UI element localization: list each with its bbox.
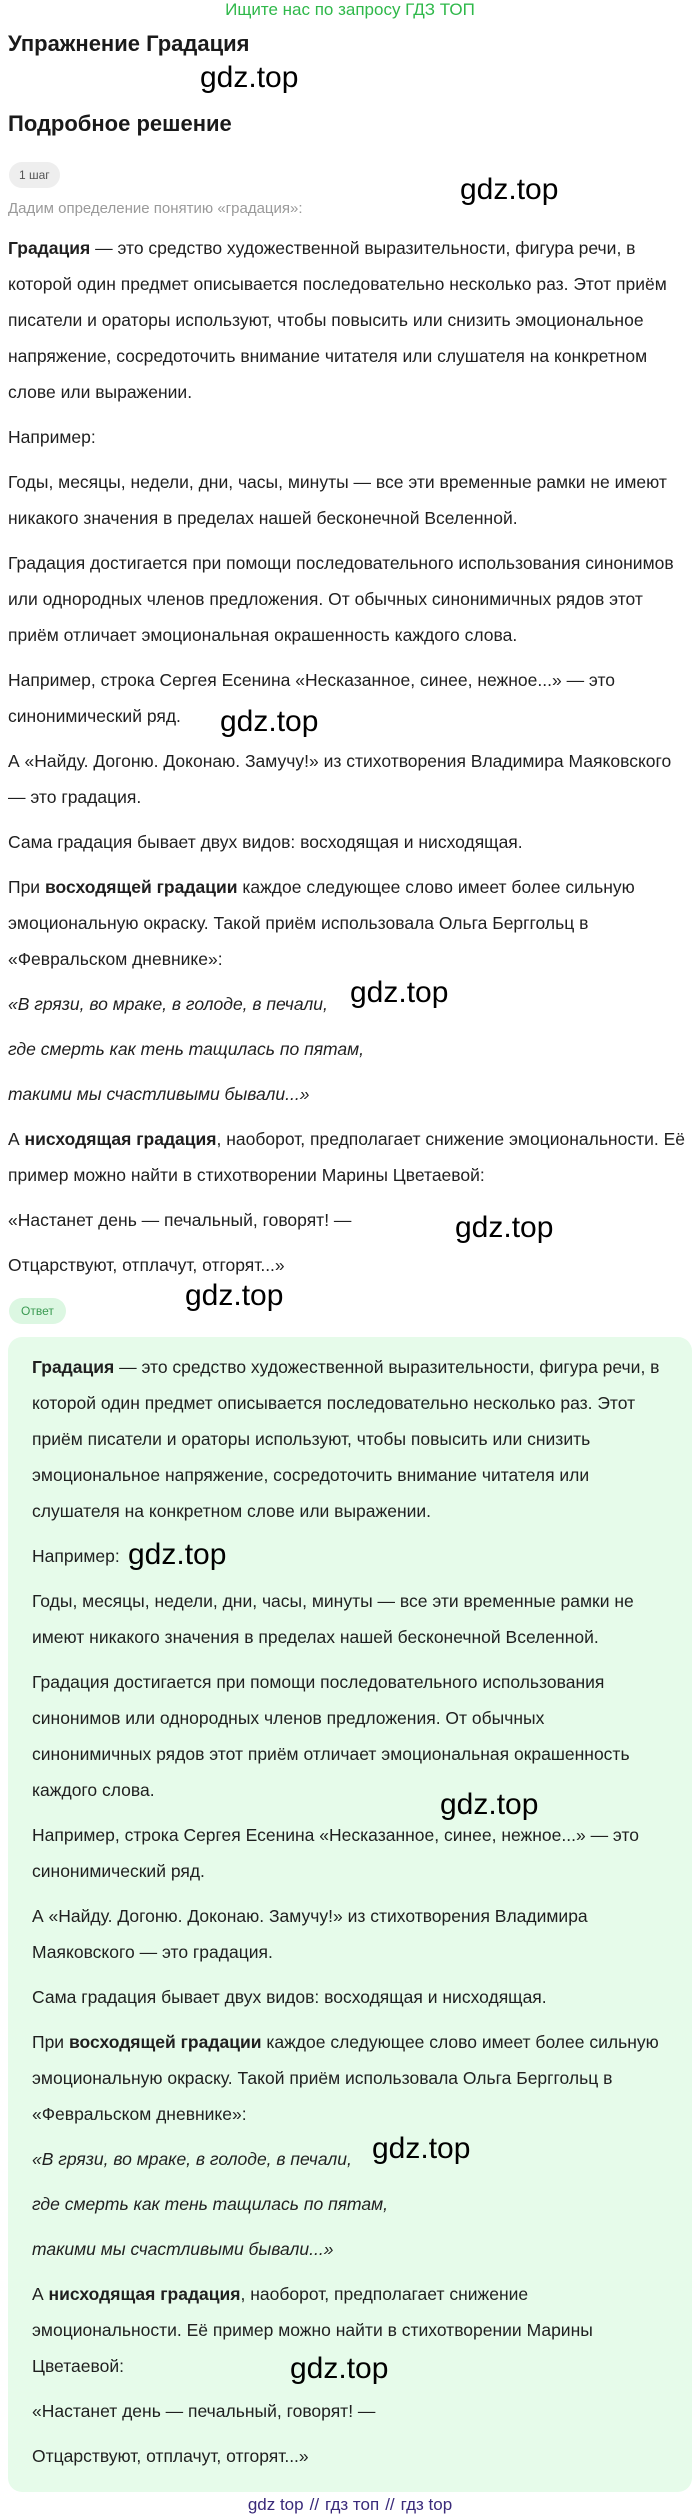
poem-line: «Настанет день — печальный, говорят! —: [8, 1210, 352, 1230]
paragraph-text: При: [32, 2032, 69, 2052]
answer-paragraph: Например, строка Сергея Есенина «Несказанное, синее, нежное...» — это синонимический ряд.: [32, 1825, 640, 1881]
paragraph-text: — это средство художественной выразительности, фигура речи, в которой один предмет описывается последовательно несколько раз. Этот приём писатели и ораторы используют, чтобы повысить или снизить эмоциональное напряжение, сосредоточить внимание читателя или слушателя на конкретном слове или выражении.: [32, 1357, 660, 1521]
paragraph-text: , наоборот, предполагает снижение эмоциональности. Её пример можно найти в стихотворении Марины Цветаевой:: [8, 1129, 685, 1185]
solution-paragraph: [8, 1121, 688, 1193]
solution-paragraph: [8, 869, 688, 977]
answer-body: [32, 1349, 668, 2483]
poem-line: «В грязи, во мраке, в голоде, в печали,: [32, 2149, 352, 2169]
watermark: gdz.top: [185, 1279, 284, 1312]
term-bold: восходящей градации: [68, 2032, 262, 2052]
poem-line: Отцарствуют, отплачут, отгорят...»: [8, 1255, 285, 1275]
watermark: gdz.top: [455, 1211, 554, 1244]
paragraph-text: , наоборот, предполагает снижение эмоциональности. Её пример можно найти в стихотворении Марины Цветаевой:: [32, 2284, 593, 2376]
paragraph-text: каждое следующее слово имеет более сильную эмоциональную окраску. Такой приём использовала Ольга Берггольц в «Февральском дневнике»:: [8, 877, 635, 969]
paragraph-text: А: [32, 2284, 49, 2304]
search-hint-banner: Ищите нас по запросу ГДЗ ТОП: [225, 0, 475, 19]
step-badge: 1 шаг: [9, 162, 60, 188]
poem-line: где смерть как тень тащилась по пятам,: [32, 2194, 389, 2214]
section-subtitle: Подробное решение: [8, 111, 232, 136]
footer-links: [0, 2492, 700, 2517]
watermark: gdz.top: [460, 173, 559, 206]
answer-badge: Ответ: [9, 1298, 66, 1324]
poem-line: «В грязи, во мраке, в голоде, в печали,: [8, 994, 328, 1014]
watermark: gdz.top: [372, 2132, 471, 2165]
poem-line: «Настанет день — печальный, говорят! —: [32, 2401, 376, 2421]
paragraph-text: А: [8, 1129, 25, 1149]
solution-paragraph: Сама градация бывает двух видов: восходящая и нисходящая.: [8, 832, 523, 852]
poem-line: такими мы счастливыми бывали...»: [8, 1084, 310, 1104]
paragraph-text: При: [8, 877, 45, 897]
footer-separator: //: [385, 2495, 395, 2514]
poem-line: Отцарствуют, отплачут, отгорят...»: [32, 2446, 309, 2466]
term-bold: восходящей градации: [44, 877, 238, 897]
term-bold: Градация: [8, 238, 91, 258]
watermark: gdz.top: [290, 2352, 389, 2385]
answer-paragraph: А «Найду. Догоню. Доконаю. Замучу!» из стихотворения Владимира Маяковского — это градация.: [32, 1906, 588, 1962]
term-bold: Градация: [32, 1357, 115, 1377]
watermark: gdz.top: [200, 61, 299, 94]
page-title: Упражнение Градация: [8, 31, 250, 56]
answer-box: [8, 1337, 692, 2492]
intro-text: Дадим определение понятию «градация»:: [8, 200, 303, 217]
answer-paragraph: Например:: [32, 1546, 120, 1566]
poem-line: такими мы счастливыми бывали...»: [32, 2239, 334, 2259]
footer-link[interactable]: gdz top: [247, 2495, 304, 2514]
answer-paragraph: Градация достигается при помощи последовательного использования синонимов или однородных членов предложения. От обычных синонимичных рядов этот приём отличает эмоциональная окрашенность каждого слова.: [32, 1672, 630, 1800]
answer-paragraph: Сама градация бывает двух видов: восходящая и нисходящая.: [32, 1987, 547, 2007]
solution-paragraph: Градация достигается при помощи последовательного использования синонимов или однородных членов предложения. От обычных синонимичных рядов этот приём отличает эмоциональная окрашенность каждого слова.: [8, 553, 674, 645]
answer-paragraph: [32, 1349, 668, 1529]
watermark: gdz.top: [440, 1788, 539, 1821]
watermark: gdz.top: [350, 976, 449, 1009]
paragraph-text: каждое следующее слово имеет более сильную эмоциональную окраску. Такой приём использовала Ольга Берггольц в «Февральском дневнике»:: [32, 2032, 659, 2124]
solution-paragraph: Например:: [8, 427, 96, 447]
poem-line: где смерть как тень тащилась по пятам,: [8, 1039, 365, 1059]
answer-paragraph: [32, 2024, 668, 2132]
solution-body: [8, 230, 688, 1292]
watermark: gdz.top: [128, 1538, 227, 1571]
footer-link[interactable]: гдз top: [400, 2495, 453, 2514]
solution-paragraph: [8, 230, 688, 410]
answer-paragraph: Годы, месяцы, недели, дни, часы, минуты — все эти временные рамки не имеют никакого значения в пределах нашей бесконечной Вселенной.: [32, 1591, 634, 1647]
solution-paragraph: А «Найду. Догоню. Доконаю. Замучу!» из стихотворения Владимира Маяковского — это градация.: [8, 751, 672, 807]
footer-link[interactable]: гдз топ: [325, 2495, 380, 2514]
term-bold: нисходящая градация: [24, 1129, 217, 1149]
term-bold: нисходящая градация: [48, 2284, 241, 2304]
paragraph-text: — это средство художественной выразительности, фигура речи, в которой один предмет описывается последовательно несколько раз. Этот приём писатели и ораторы используют, чтобы повысить или снизить эмоциональное напряжение, сосредоточить внимание читателя или слушателя на конкретном слове или выражении.: [8, 238, 667, 402]
solution-paragraph: Годы, месяцы, недели, дни, часы, минуты — все эти временные рамки не имеют никакого значения в пределах нашей бесконечной Вселенной.: [8, 472, 667, 528]
footer-separator: //: [309, 2495, 320, 2514]
watermark: gdz.top: [220, 705, 319, 738]
solution-paragraph: Например, строка Сергея Есенина «Несказанное, синее, нежное...» — это синонимический ряд.: [8, 670, 616, 726]
